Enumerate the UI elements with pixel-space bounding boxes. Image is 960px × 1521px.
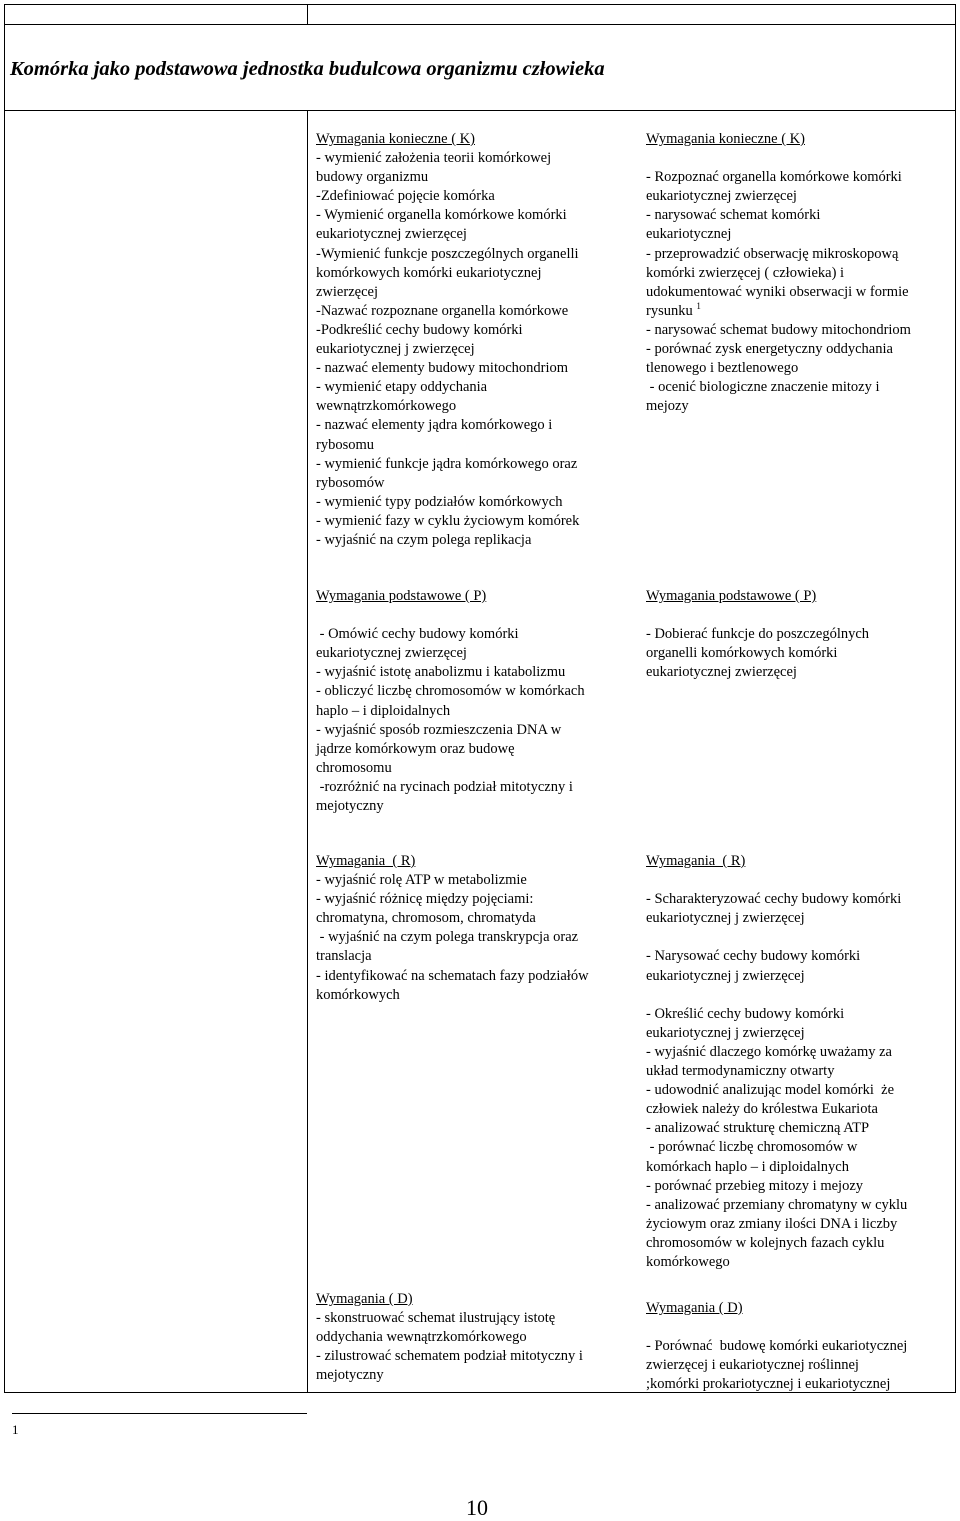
list-item: - wymienić typy podziałów komórkowych [316,493,563,510]
list-item: - wyjaśnić dlaczego komórkę uważamy za [646,1043,892,1060]
list-item: ;komórki prokariotycznej i eukariotycznej [646,1376,891,1393]
list-item: mejozy [646,398,689,415]
list-item: - porównać przebieg mitozy i mejozy [646,1177,864,1194]
list-item: -rozróżnić na rycinach podział mitotyczny i [316,778,573,795]
list-item: komórkowego [646,1253,730,1270]
list-item: -Zdefiniować pojęcie komórka [316,188,495,205]
list-item: eukariotycznej j zwierzęcej [646,910,805,927]
list-item: - nazwać elementy jądra komórkowego i [316,417,553,434]
list-item: - Narysować cechy budowy komórki [646,948,861,965]
left-basic-section [316,587,585,816]
right-required-heading: Wymagania konieczne ( K) [646,131,805,147]
frame-title-line [4,110,956,111]
list-item: - narysować schemat budowy mitochondriom [646,321,911,338]
list-item: - porównać liczbę chromosomów w [646,1139,858,1156]
list-item: - analizować przemiany chromatyny w cyklu [646,1196,908,1213]
list-item: rybosomów [316,474,385,491]
list-item: chromosomu [316,759,392,776]
list-item: eukariotycznej [646,226,732,243]
list-item: translacja [316,948,372,965]
list-item: eukariotycznej j zwierzęcej [316,341,475,358]
right-basic-heading: Wymagania podstawowe ( P) [646,588,817,604]
list-item: zwierzęcej i eukariotycznej roślinnej [646,1357,859,1374]
list-item: - zilustrować schematem podział mitotyczny i [316,1348,583,1365]
list-item: zwierzęcej [316,283,378,300]
frame-right-border [955,4,956,1393]
list-item: - obliczyć liczbę chromosomów w komórkach [316,683,585,700]
list-item: organelli komórkowych komórki [646,645,838,662]
left-extended-heading: Wymagania ( R) [316,853,416,869]
list-item: -Nazwać rozpoznane organella komórkowe [316,302,569,319]
list-item: człowiek należy do królestwa Eukariota [646,1101,878,1118]
rysunku-text: rysunku [646,302,693,319]
frame-left-border [4,4,5,1393]
list-item: eukariotycznej zwierzęcej [646,664,797,681]
footnote-mark: 1 [696,301,701,312]
footnote-separator [12,1413,307,1414]
frame-top-divider [307,4,308,24]
right-extended-heading: Wymagania ( R) [646,853,746,869]
footnote-number: 1 [12,1422,19,1437]
list-item: - wyjaśnić na czym polega replikacja [316,531,532,548]
list-item: -Podkreślić cechy budowy komórki [316,321,523,338]
frame-header-line [4,24,956,25]
list-item: -Wymienić funkcje poszczególnych organelli [316,245,579,262]
left-extended-section [316,852,589,1005]
list-item: - wyjaśnić różnicę między pojęciami: [316,891,534,908]
left-basic-heading: Wymagania podstawowe ( P) [316,588,487,604]
list-item: haplo – i diploidalnych [316,702,451,719]
list-item: - Rozpoznać organella komórkowe komórki [646,169,902,186]
list-item: eukariotycznej zwierzęcej [316,645,467,662]
list-item: - identyfikować na schematach fazy podziałów [316,967,589,984]
list-item: - Wymienić organella komórkowe komórki [316,207,567,224]
right-extended-section [646,852,907,1272]
list-item: - ocenić biologiczne znaczenie mitozy i [646,379,880,396]
list-item: komórkowych [316,986,400,1003]
list-item: - wymienić etapy oddychania [316,379,488,396]
list-item: mejotyczny [316,1367,384,1384]
right-basic-section [646,587,869,682]
list-item: - wymienić fazy w cyklu życiowym komórek [316,512,580,529]
list-item: chromatyna, chromosom, chromatyda [316,910,536,927]
list-item: - nazwać elementy budowy mitochondriom [316,360,569,377]
list-item: - wymienić funkcje jądra komórkowego oraz [316,455,578,472]
list-item: chromosomów w kolejnych fazach cyklu [646,1234,885,1251]
list-item: eukariotycznej zwierzęcej [646,188,797,205]
right-outstanding-heading: Wymagania ( D) [646,1300,743,1316]
list-item: eukariotycznej j zwierzęcej [646,1024,805,1041]
list-item: - wyjaśnić istotę anabolizmu i katabolizmu [316,664,566,681]
left-required-heading: Wymagania konieczne ( K) [316,131,475,147]
list-item: - wyjaśnić rolę ATP w metabolizmie [316,872,527,889]
list-item: - przeprowadzić obserwację mikroskopową [646,245,899,262]
list-item: budowy organizmu [316,169,429,186]
list-item: - wyjaśnić na czym polega transkrypcja oraz [316,929,579,946]
list-item: - skonstruować schemat ilustrujący istotę [316,1310,556,1327]
list-item: mejotyczny [316,798,384,815]
list-item: oddychania wewnątrzkomórkowego [316,1329,527,1346]
list-item: - analizować strukturę chemiczną ATP [646,1120,870,1137]
list-item: - udowodnić analizując model komórki że [646,1082,895,1099]
list-item: - wyjaśnić sposób rozmieszczenia DNA w [316,721,562,738]
list-item: - Dobierać funkcje do poszczególnych [646,626,870,643]
list-item: udokumentować wyniki obserwacji w formie [646,283,909,300]
list-item: - narysować schemat komórki [646,207,821,224]
list-item: - wymienić założenia teorii komórkowej [316,150,552,167]
list-item: komórkach haplo – i diploidalnych [646,1158,849,1175]
left-required-section [316,130,579,550]
frame-column-divider [307,110,308,1393]
list-item: komórkowych komórki eukariotycznej [316,264,542,281]
list-item: życiowym oraz zmiany ilości DNA i liczby [646,1215,898,1232]
list-item: - Porównać budowę komórki eukariotycznej [646,1338,908,1355]
frame-top-border [4,4,956,5]
right-required-section [646,130,911,416]
page-title: Komórka jako podstawowa jednostka budulcowa organizmu człowieka [10,58,605,80]
list-item: komórki zwierzęcej ( człowieka) i [646,264,845,281]
list-item: rybosomu [316,436,374,453]
left-outstanding-section [316,1290,583,1385]
list-item: - Omówić cechy budowy komórki [316,626,519,643]
list-item: tlenowego i beztlenowego [646,360,799,377]
list-item: - Scharakteryzować cechy budowy komórki [646,891,902,908]
page-number: 10 [466,1495,488,1520]
list-item: eukariotycznej j zwierzęcej [646,967,805,984]
list-item: - Określić cechy budowy komórki [646,1005,845,1022]
list-item: jądrze komórkowym oraz budowę [316,740,515,757]
list-item: eukariotycznej zwierzęcej [316,226,467,243]
list-item: - porównać zysk energetyczny oddychania [646,341,893,358]
list-item: układ termodynamiczny otwarty [646,1063,835,1080]
list-item: wewnątrzkomórkowego [316,398,457,415]
right-outstanding-section [646,1299,907,1394]
left-outstanding-heading: Wymagania ( D) [316,1291,413,1307]
list-item [646,302,911,321]
